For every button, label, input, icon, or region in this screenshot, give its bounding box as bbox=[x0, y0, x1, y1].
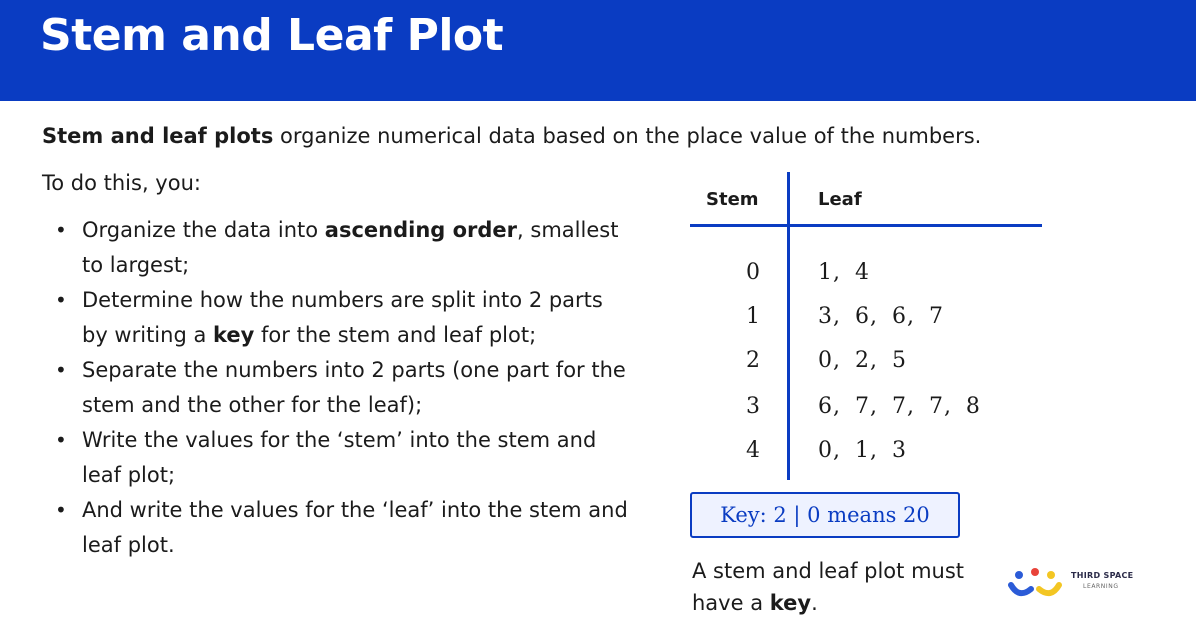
stem-cell: 2 bbox=[746, 348, 760, 373]
stem-cell: 1 bbox=[746, 304, 760, 329]
intro-rest: organize numerical data based on the place value of the numbers. bbox=[273, 124, 982, 148]
bullet-icon: • bbox=[55, 358, 67, 382]
stem-cell: 4 bbox=[746, 438, 760, 463]
list-item: • Organize the data into ascending order, smallest to largest; bbox=[40, 213, 630, 283]
table-row bbox=[690, 340, 1042, 384]
page-title: Stem and Leaf Plot bbox=[40, 10, 504, 61]
stem-leaf-table bbox=[690, 172, 1042, 482]
bullet-icon: • bbox=[55, 218, 67, 242]
table-row bbox=[690, 386, 1042, 430]
bullet-icon: • bbox=[55, 288, 67, 312]
bullet-icon: • bbox=[55, 428, 67, 452]
list-item: • Separate the numbers into 2 parts (one part for the stem and the other for the leaf); bbox=[40, 353, 630, 423]
key-note: A stem and leaf plot must have a key. bbox=[692, 559, 965, 615]
bullet-icon: • bbox=[55, 498, 67, 522]
table-row bbox=[690, 430, 1042, 474]
stem-cell: 0 bbox=[746, 260, 760, 285]
leaf-cell: 6, 7, 7, 7, 8 bbox=[818, 394, 981, 419]
leaf-cell: 0, 2, 5 bbox=[818, 348, 907, 373]
stem-cell: 3 bbox=[746, 394, 760, 419]
leaf-cell: 1, 4 bbox=[818, 260, 870, 285]
logo-name: THIRD SPACE bbox=[1071, 571, 1134, 580]
key-box: Key: 2 | 0 means 20 bbox=[690, 492, 960, 538]
leaf-cell: 3, 6, 6, 7 bbox=[818, 304, 944, 329]
header-bar bbox=[0, 0, 1196, 101]
third-space-logo bbox=[1005, 563, 1165, 603]
table-row bbox=[690, 296, 1042, 340]
list-item: • Determine how the numbers are split into 2 parts by writing a key for the stem and leaf plot; bbox=[40, 283, 630, 353]
steps-list bbox=[40, 213, 630, 563]
leaf-header: Leaf bbox=[818, 189, 862, 210]
list-item: • And write the values for the ‘leaf’ into the stem and leaf plot. bbox=[40, 493, 630, 563]
todo-text: To do this, you: bbox=[42, 171, 201, 195]
stem-header: Stem bbox=[706, 189, 759, 210]
intro-bold: Stem and leaf plots bbox=[42, 124, 274, 148]
list-item: • Write the values for the ‘stem’ into the stem and leaf plot; bbox=[40, 423, 630, 493]
table-divider-horizontal bbox=[690, 224, 1042, 227]
logo-icon bbox=[1005, 563, 1065, 603]
leaf-cell: 0, 1, 3 bbox=[818, 438, 907, 463]
logo-subtitle: LEARNING bbox=[1083, 583, 1119, 590]
table-row bbox=[690, 252, 1042, 296]
intro-text bbox=[42, 121, 1162, 151]
